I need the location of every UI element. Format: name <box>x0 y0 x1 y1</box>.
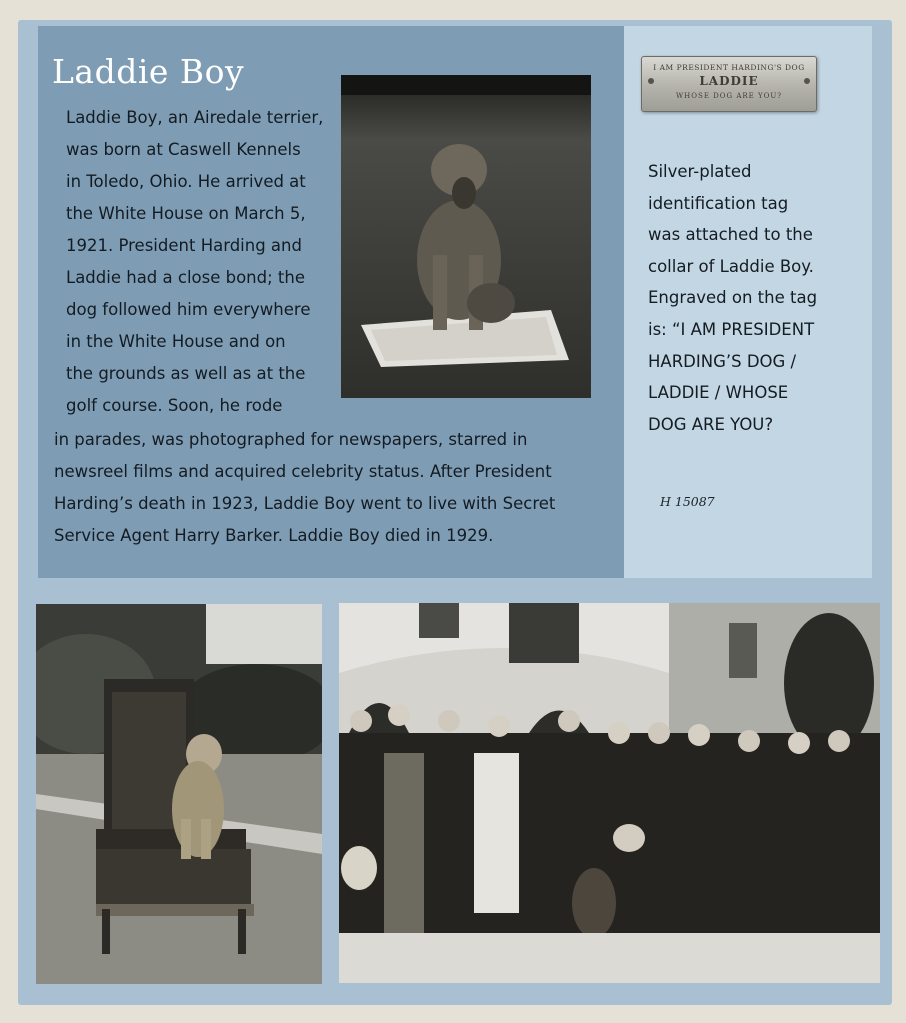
body-line: in Toledo, Ohio. He arrived at <box>66 172 306 191</box>
description-line: LADDIE / WHOSE <box>648 383 789 403</box>
photo-dog-on-chair <box>36 604 322 984</box>
body-line: in the White House and on <box>66 332 286 351</box>
description-line: DOG ARE YOU? <box>648 414 774 434</box>
body-line: 1921. President Harding and <box>66 236 302 255</box>
body-line: Laddie had a close bond; the <box>66 268 306 287</box>
tag-engraving-line: WHOSE DOG ARE YOU? <box>675 92 782 100</box>
tag-engraving-name: LADDIE <box>699 74 759 88</box>
body-text-wide <box>54 424 555 552</box>
description-line: Engraved on the tag <box>648 288 818 308</box>
body-line: in parades, was photographed for newspapers, starred in <box>54 430 528 449</box>
body-line: golf course. Soon, he rode <box>66 396 283 415</box>
tag-description <box>648 156 817 440</box>
body-line: the grounds as well as at the <box>66 364 306 383</box>
tag-engraving-line: I AM PRESIDENT HARDING'S DOG <box>653 63 805 72</box>
photo-dog-on-newspaper <box>341 75 591 398</box>
description-line: collar of Laddie Boy. <box>648 256 814 276</box>
body-line: Harding’s death in 1923, Laddie Boy went to live with Secret <box>54 494 556 513</box>
body-line: dog followed him everywhere <box>66 300 311 319</box>
identification-tag-photo <box>641 56 817 112</box>
body-text-narrow <box>66 102 323 422</box>
description-line: HARDING’S DOG / <box>648 351 797 371</box>
description-line: Silver-plated <box>648 162 752 181</box>
exhibit-title: Laddie Boy <box>52 52 245 91</box>
catalog-number: H 15087 <box>660 494 715 509</box>
body-line: Laddie Boy, an Airedale terrier, <box>66 108 324 127</box>
description-line: was attached to the <box>648 225 813 245</box>
body-line: Service Agent Harry Barker. Laddie Boy died in 1929. <box>54 526 494 545</box>
photo-group-at-white-house <box>339 603 880 983</box>
body-line: was born at Caswell Kennels <box>66 140 301 159</box>
body-line: the White House on March 5, <box>66 204 306 223</box>
body-line: newsreel films and acquired celebrity status. After President <box>54 462 552 481</box>
description-line: identification tag <box>648 193 789 213</box>
description-line: is: “I AM PRESIDENT <box>648 319 815 339</box>
